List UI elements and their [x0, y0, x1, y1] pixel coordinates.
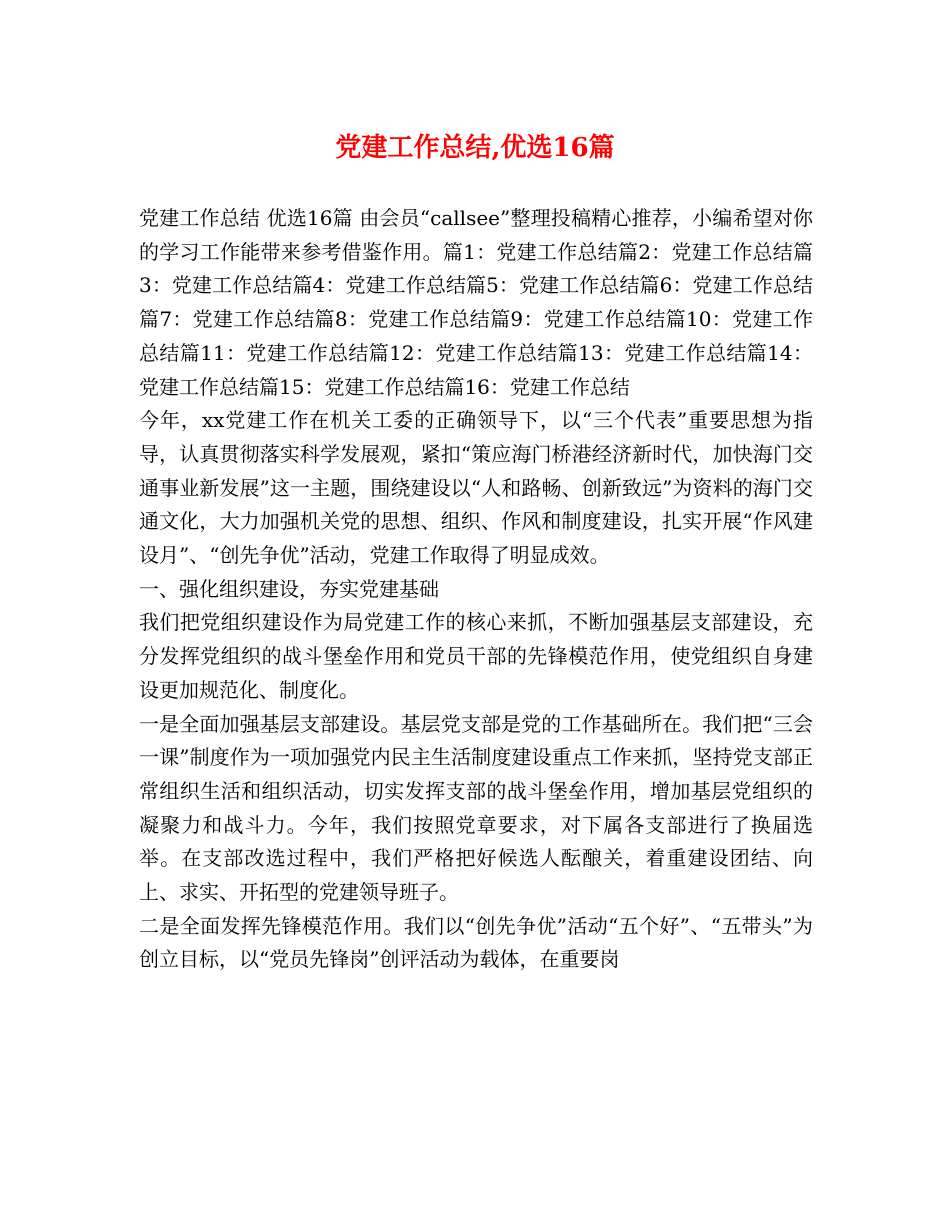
paragraph-overview: 今年，xx党建工作在机关工委的正确领导下，以“三个代表”重要思想为指导，认真贯彻落实科学发展观，紧扣“策应海门桥港经济新时代，加快海门交通事业新发展”这一主题，围绕建设以“人和路畅、创新致远”为资料的海门交通文化，大力加强机关党的思想、组织、作风和制度建设，扎实开展“作风建设月”、“创先争优”活动，党建工作取得了明显成效。 [139, 408, 813, 568]
section-heading-organization: 一、强化组织建设，夯实党建基础 [139, 576, 439, 601]
paragraph-branch-building: 一是全面加强基层支部建设。基层党支部是党的工作基础所在。我们把“三会一课”制度作为一项加强党内民主生活制度建设重点工作来抓，坚持党支部正常组织生活和组织活动，切实发挥支部的战斗堡垒作用，增加基层党组织的凝聚力和战斗力。今年，我们按照党章要求，对下属各支部进行了换届选举。在支部改选过程中，我们严格把好候选人酝酿关，着重建设团结、向上、求实、开拓型的党建领导班子。 [139, 711, 813, 905]
paragraph-organization: 我们把党组织建设作为局党建工作的核心来抓，不断加强基层支部建设，充分发挥党组织的战斗堡垒作用和党员干部的先锋模范作用，使党组织自身建设更加规范化、制度化。 [139, 610, 813, 702]
paragraph-vanguard-role: 二是全面发挥先锋模范作用。我们以“创先争优”活动“五个好”、“五带头”为创立目标，以“党员先锋岗”创评活动为载体，在重要岗 [139, 913, 813, 972]
paragraph-intro: 党建工作总结 优选16篇 由会员“callsee”整理投稿精心推荐，小编希望对你的学习工作能带来参考借鉴作用。篇1：党建工作总结篇2：党建工作总结篇3：党建工作总结篇4：党建工作总结篇5：党建工作总结篇6：党建工作总结篇7：党建工作总结篇8：党建工作总结篇9：党建工作总结篇10：党建工作总结篇11：党建工作总结篇12：党建工作总结篇13：党建工作总结篇14：党建工作总结篇15：党建工作总结篇16：党建工作总结 [139, 206, 813, 399]
document-title: 党建工作总结,优选16篇 [335, 133, 615, 163]
document-body [139, 202, 813, 977]
